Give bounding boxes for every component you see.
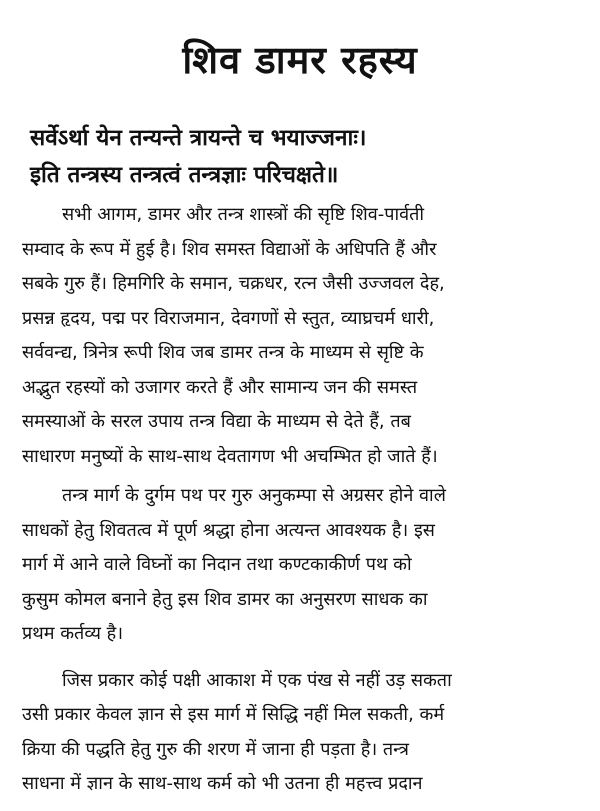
text-line: प्रथम कर्तव्य है। xyxy=(22,623,124,644)
text-line: तन्त्र मार्ग के दुर्गम पथ पर गुरु अनुकम्पा से अग्रसर होने वाले xyxy=(62,485,446,506)
paragraph-1 xyxy=(22,198,582,474)
paragraph-3 xyxy=(22,664,582,802)
text-line: सभी आगम, डामर और तन्त्र शास्त्रों की सृष्टि शिव-पार्वती xyxy=(62,204,425,225)
page-title: शिव डामर रहस्य xyxy=(182,38,418,82)
text-line: सर्ववन्द्य, त्रिनेत्र रूपी शिव जब डामर तन्त्र के माध्यम से सृष्टि के xyxy=(22,342,424,363)
text-line: साधना में ज्ञान के साथ-साथ कर्म को भी उतना ही महत्त्व प्रदान xyxy=(22,773,423,794)
text-line: जिस प्रकार कोई पक्षी आकाश में एक पंख से नहीं उड़ सकता xyxy=(62,669,452,691)
text-line: मार्ग में आने वाले विघ्नों का निदान तथा कण्टकाकीर्ण पथ को xyxy=(22,554,412,575)
text-line: साधकों हेतु शिवतत्व में पूर्ण श्रद्धा होना अत्यन्त आवश्यक है। इस xyxy=(22,519,435,541)
body-text xyxy=(22,198,582,802)
paragraph-2 xyxy=(22,479,582,652)
verse-line-2: इति तन्त्रस्य तन्त्रत्वं तन्त्रज्ञाः परिचक्षते॥ xyxy=(30,162,339,188)
text-line: सबके गुरु हैं। हिमगिरि के समान, चक्रधर, रत्न जैसी उज्जवल देह, xyxy=(22,273,445,294)
text-line: सम्वाद के रूप में हुई है। शिव समस्त विद्याओं के अधिपति हैं और xyxy=(22,238,437,260)
verse-line-1: सर्वेऽर्था येन तन्यन्ते त्रायन्ते च भयाज्जनाः। xyxy=(30,125,367,151)
text-line: क्रिया की पद्धति हेतु गुरु की शरण में जाना ही पड़ता है। तन्त्र xyxy=(22,738,409,760)
text-line: प्रसन्न हृदय, पद्म पर विराजमान, देवगणों से स्तुत, व्याघ्रचर्म धारी, xyxy=(22,307,435,329)
text-line: कुसुम कोमल बनाने हेतु इस शिव डामर का अनुसरण साधक का xyxy=(22,588,428,610)
text-line: उसी प्रकार केवल ज्ञान से इस मार्ग में सिद्धि नहीं मिल सकती, कर्म xyxy=(22,704,445,725)
text-line: समस्याओं के सरल उपाय तन्त्र विद्या के माध्यम से देते हैं, तब xyxy=(22,411,411,432)
text-line: अद्भुत रहस्यों को उजागर करते हैं और सामान्य जन की समस्त xyxy=(22,376,418,398)
text-line: साधारण मनुष्यों के साथ-साथ देवतागण भी अचम्भित हो जाते हैं। xyxy=(22,445,438,467)
